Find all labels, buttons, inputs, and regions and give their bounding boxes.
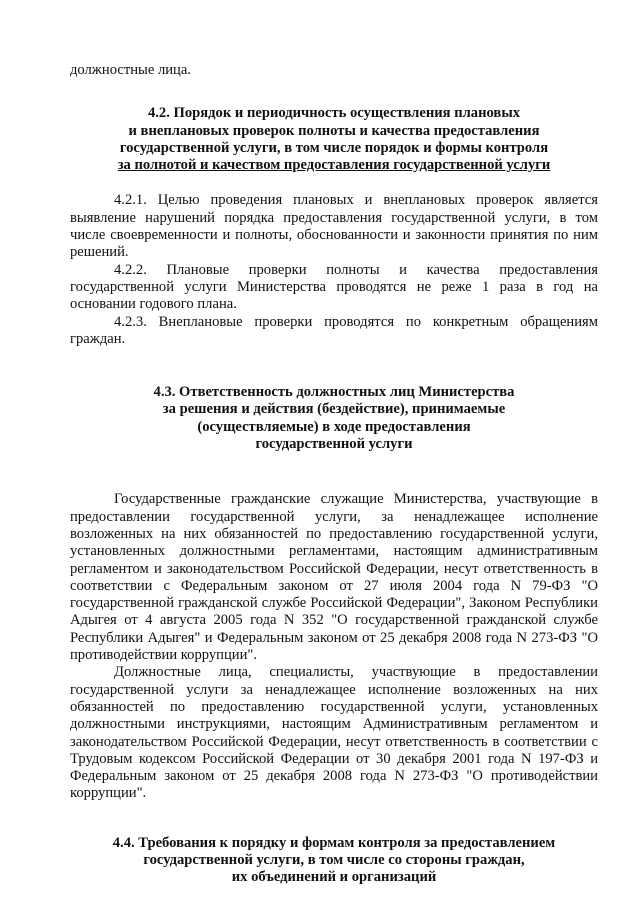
- paragraph-4-2-2: 4.2.2. Плановые проверки полноты и качества предоставления государственной услуги Министерства проводятся не реже 1 раза в год на основании годового плана.: [70, 261, 598, 313]
- section-4-3-title-line-3: (осуществляемые) в ходе предоставления: [197, 418, 471, 435]
- section-4-2-title-line-2: и внеплановых проверок полноты и качества предоставления: [128, 122, 540, 139]
- paragraph-4-2-3: 4.2.3. Внеплановые проверки проводятся по конкретным обращениям граждан.: [70, 313, 598, 347]
- section-4-2-title-line-1: 4.2. Порядок и периодичность осуществления плановых: [147, 105, 521, 122]
- section-4-3-title-line-4: государственной услуги: [255, 436, 413, 453]
- paragraph-4-2-1: 4.2.1. Целью проведения плановых и внеплановых проверок является выявление нарушений порядка предоставления государственной услуги, в том числе своевременности и полноты, обоснованности и законности принятия по ним решений.: [70, 192, 598, 261]
- section-4-3-title-line-2: за решения и действия (бездействие), принимаемые: [162, 401, 506, 418]
- section-4-2-title-line-3: государственной услуги, в том числе порядок и формы контроля: [119, 139, 549, 156]
- section-4-3-title-line-1: 4.3. Ответственность должностных лиц Министерства: [153, 384, 515, 401]
- intro-tail-text: должностные лица.: [70, 62, 191, 78]
- section-4-4-title-line-1: 4.4. Требования к порядку и формам контроля за предоставлением: [112, 834, 556, 851]
- section-4-3-heading: [70, 384, 598, 453]
- document-page: [70, 62, 598, 887]
- section-4-2-heading: [70, 105, 598, 174]
- section-4-4-title-line-2: государственной услуги, в том числе со стороны граждан,: [143, 851, 525, 868]
- section-4-2-title-line-4: за полнотой и качеством предоставления государственной услуги: [117, 157, 551, 174]
- paragraph-4-3-officials: Должностные лица, специалисты, участвующие в предоставлении государственной услуги за ненадлежащее исполнение возложенных на них обязанностей по предоставлению государственной услуги, установленных должностными инструкциями, настоящим Административным регламентом и законодательством Российской Федерации, несут ответственность в соответствии с Трудовым кодексом Российской Федерации от 30 декабря 2001 года N 197-ФЗ и Федеральным законом от 25 декабря 2008 года N 273-ФЗ "О противодействии коррупции".: [70, 664, 598, 802]
- section-4-4-title-line-3: их объединений и организаций: [231, 869, 437, 886]
- section-4-4-heading: [70, 835, 598, 887]
- paragraph-4-3-civil-servants: Государственные гражданские служащие Министерства, участвующие в предоставлении государственной услуги, за ненадлежащее исполнение возложенных на них обязанностей по предоставлению государственной услуги, установленных должностными регламентами, настоящим административным регламентом и законодательством Российской Федерации, несут ответственность в соответствии с Федеральным законом от 27 июля 2004 года N 79-ФЗ "О государственной гражданской службе Российской Федерации", Законом Республики Адыгея от 4 августа 2005 года N 352 "О государственной гражданской службе Республики Адыгея" и Федеральным законом от 25 декабря 2008 года N 273-ФЗ "О противодействии коррупции".: [70, 491, 598, 664]
